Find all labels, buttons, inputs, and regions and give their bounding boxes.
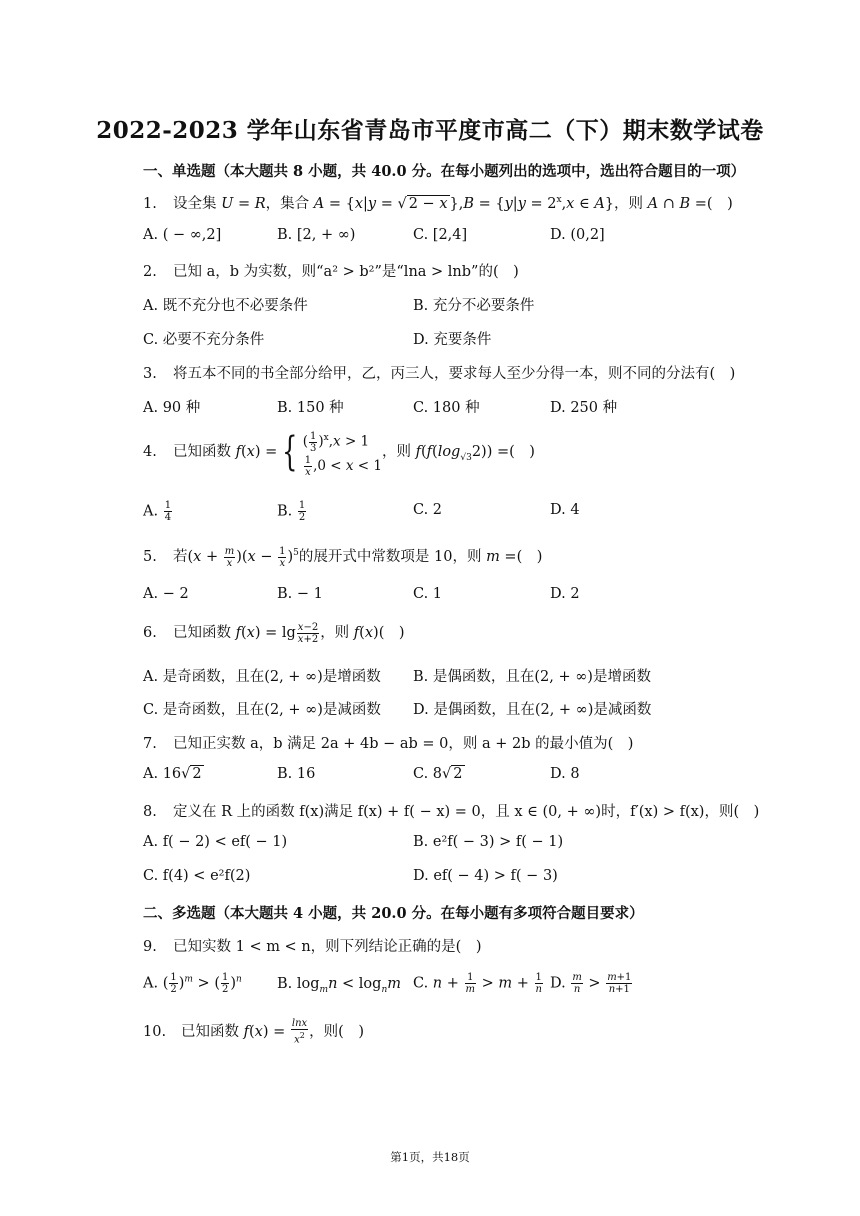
question-3: 3. 将五本不同的书全部分给甲，乙，丙三人，要求每人至少分得一本，则不同的分法有( ) [143,366,736,382]
q4-option-d[interactable]: D. 4 [550,502,580,518]
q3-option-a[interactable]: A. 90 种 [143,400,201,416]
q1-option-b[interactable]: B. [2, + ∞) [277,227,356,243]
q1-option-d[interactable]: D. (0,2] [550,227,605,243]
q6-option-b[interactable]: B. 是偶函数，且在(2, + ∞)是增函数 [413,669,651,685]
q7-option-c[interactable]: C. 8√ 2 [413,766,463,782]
q9-option-c[interactable]: C. n + $\frac{1}{m}$ > m + $\frac{1}{n}$ [413,972,542,995]
q4-option-b[interactable]: B. $\frac{1}{2}$ [277,500,306,523]
q6-option-d[interactable]: D. 是偶函数，且在(2, + ∞)是减函数 [413,702,652,718]
q9-option-b[interactable]: B. $\log_mn < \log_nm$ [277,976,401,995]
question-2: 2. 已知 a，b 为实数，则“a² > b²”是“lna > lnb”的( ) [143,264,519,280]
question-8: 8. 定义在 R 上的函数 f(x)满足 f(x) + f( − x) = 0，且 x ∈ (0, + ∞)时，f′(x) > f(x)，则( ) [143,804,760,820]
q7-option-a[interactable]: A. 16√ 2 [143,766,202,782]
q8-option-b[interactable]: B. e²f( − 3) > f( − 1) [413,834,564,850]
q9-option-d[interactable]: D. $\frac{m}{n}$ > $\frac{m+1}{n+1}$ [550,972,632,995]
q1-option-a[interactable]: A. ( − ∞,2] [143,227,222,243]
q2-option-b[interactable]: B. 充分不必要条件 [413,298,535,314]
question-6-text: 已知函数 f(x) = lg $\frac{x-2}{x+2}$ ，则 f(x)( ) [173,621,405,645]
question-5: 5. 若(x + $\frac{m}{x}$ )(x − $\frac{1}{x}$ )$^5$的展开式中常数项是 10，则 m =( ) [143,545,543,569]
question-7: 7. 已知正实数 a，b 满足 2a + 4b − ab = 0，则 a + 2b 的最小值为( ) [143,736,634,752]
section-single-choice: 一、单选题（本大题共 8 小题，共 40.0 分。在每小题列出的选项中，选出符合题目的一项） [143,163,746,180]
q5-option-b[interactable]: B. − 1 [277,586,323,602]
question-5-text: 若(x + $\frac{m}{x}$ )(x − $\frac{1}{x}$ )$^5$的展开式中常数项是 10，则 m =( ) [173,545,543,569]
question-3-text: 将五本不同的书全部分给甲，乙，丙三人，要求每人至少分得一本，则不同的分法有( ) [173,366,736,382]
question-2-text: 已知 a，b 为实数，则“a² > b²”是“lna > lnb”的( ) [173,264,519,280]
question-1: 1. 设全集 U = R，集合 A = {x|y = √ 2 − x }$,B = \{y|y = 2^x,x$ ∈ A}，则 A ∩ B =( ) [143,195,733,212]
q3-option-c[interactable]: C. 180 种 [413,400,480,416]
q6-option-a[interactable]: A. 是奇函数，且在(2, + ∞)是增函数 [143,669,381,685]
q8-option-a[interactable]: A. f( − 2) < ef( − 1) [143,834,288,850]
q2-option-d[interactable]: D. 充要条件 [413,332,492,348]
question-1-text: 设全集 U = R，集合 A = {x|y = √ 2 − x }$,B = \{y|y = 2^x,x$ ∈ A}，则 A ∩ B =( ) [173,195,733,212]
q3-option-b[interactable]: B. 150 种 [277,400,344,416]
q6-option-c[interactable]: C. 是奇函数，且在(2, + ∞)是减函数 [143,702,381,718]
q7-option-b[interactable]: B. 16 [277,766,316,782]
question-6: 6. 已知函数 f(x) = lg $\frac{x-2}{x+2}$ ，则 f(x)( ) [143,621,405,645]
page-title: 2022-2023 学年山东省青岛市平度市高二（下）期末数学试卷 [96,117,764,144]
q1-option-c[interactable]: C. [2,4] [413,227,468,243]
question-9: 9. 已知实数 1 < m < n，则下列结论正确的是( ) [143,939,482,955]
question-10-text: 已知函数 f(x) = $\frac{\ln x}{x^2}$ ，则( ) [181,1018,364,1046]
q5-option-a[interactable]: A. − 2 [143,586,189,602]
q2-option-a[interactable]: A. 既不充分也不必要条件 [143,298,308,314]
page-footer: 第1页，共18页 [390,1150,470,1164]
question-8-text: 定义在 R 上的函数 f(x)满足 f(x) + f( − x) = 0，且 x ∈ (0, + ∞)时，f′(x) > f(x)，则( ) [173,804,760,820]
q9-option-a[interactable]: A. ( $\frac{1}{2}$ )$^m$ > ( $\frac{1}{2}$ )$^n$ [143,972,242,995]
q3-option-d[interactable]: D. 250 种 [550,400,618,416]
q8-option-d[interactable]: D. ef( − 4) > f( − 3) [413,868,558,884]
section-multiple-choice: 二、多选题（本大题共 4 小题，共 20.0 分。在每小题有多项符合题目要求） [143,905,644,922]
q2-option-c[interactable]: C. 必要不充分条件 [143,332,265,348]
question-9-text: 已知实数 1 < m < n，则下列结论正确的是( ) [173,939,482,955]
question-7-text: 已知正实数 a，b 满足 2a + 4b − ab = 0，则 a + 2b 的最小值为( ) [173,736,634,752]
q5-option-c[interactable]: C. 1 [413,586,443,602]
q7-option-d[interactable]: D. 8 [550,766,580,782]
q4-option-c[interactable]: C. 2 [413,502,443,518]
question-10: 10. 已知函数 f(x) = $\frac{\ln x}{x^2}$ ，则( ) [143,1018,364,1046]
q5-option-d[interactable]: D. 2 [550,586,580,602]
q8-option-c[interactable]: C. f(4) < e²f(2) [143,868,251,884]
q4-option-a[interactable]: A. $\frac{1}{4}$ [143,500,172,523]
question-4-text: 已知函数 f(x) = { ( $\frac{1}{3}$ )$^x$,x > 1 $\frac{1}{x}$ ,0 < x < 1，则 $f(f(\log_{√3}2))$ =( ) [173,428,535,478]
question-4: 4. 已知函数 f(x) = { ( $\frac{1}{3}$ )$^x$,x > 1 $\frac{1}{x}$ ,0 < x < 1，则 $f(f(\log_{√3}2))$ =( ) [143,428,535,478]
